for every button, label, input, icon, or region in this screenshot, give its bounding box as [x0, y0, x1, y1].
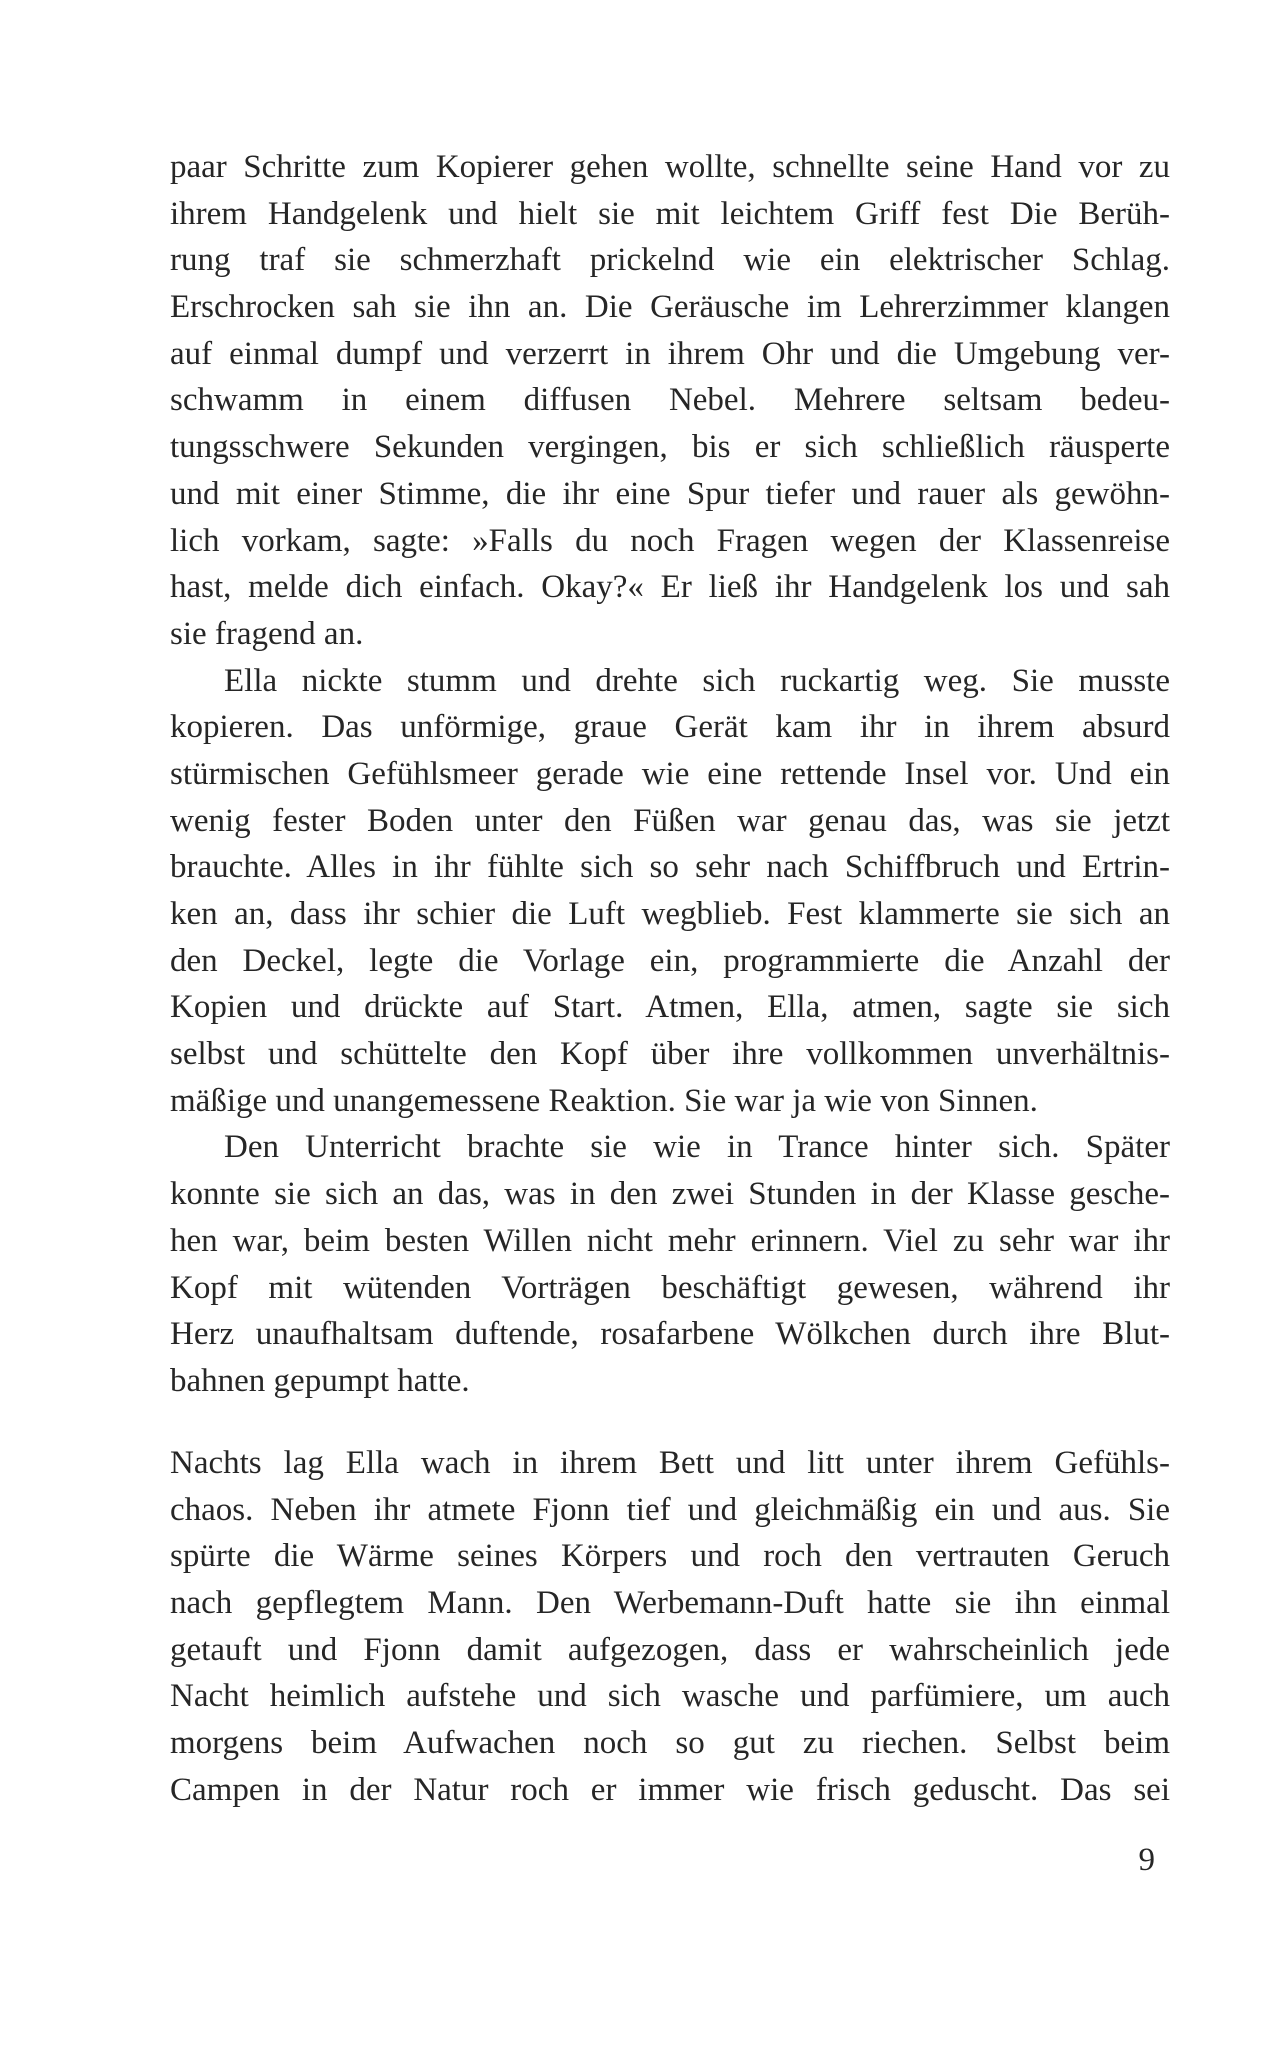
text-line: Den Unterricht brachte sie wie in Trance hinter sich. Später	[224, 1129, 1170, 1166]
text-line: hen war, beim besten Willen nicht mehr erinnern. Viel zu sehr war ihr	[170, 1222, 1170, 1259]
text-line: getauft und Fjonn damit aufgezogen, dass er wahrscheinlich jede	[170, 1631, 1170, 1668]
text-line: Campen in der Natur roch er immer wie frisch geduscht. Das sei	[170, 1771, 1170, 1808]
text-line: Ella nickte stumm und drehte sich ruckartig weg. Sie musste	[224, 662, 1170, 699]
text-line: tungsschwere Sekunden vergingen, bis er sich schließlich räusperte	[170, 429, 1170, 466]
text-line: chaos. Neben ihr atmete Fjonn tief und gleichmäßig ein und aus. Sie	[170, 1491, 1170, 1528]
text-line: konnte sie sich an das, was in den zwei Stunden in der Klasse gesche-	[170, 1176, 1170, 1213]
text-line: Kopien und drückte auf Start. Atmen, Ella, atmen, sagte sie sich	[170, 989, 1170, 1026]
text-line: ken an, dass ihr schier die Luft wegblieb. Fest klammerte sie sich an	[170, 896, 1170, 932]
text-line: stürmischen Gefühlsmeer gerade wie eine rettende Insel vor. Und ein	[170, 755, 1170, 792]
text-line: auf einmal dumpf und verzerrt in ihrem Ohr und die Umgebung ver-	[170, 335, 1170, 372]
section-2-text	[170, 1440, 1170, 1814]
section-1-text	[170, 144, 1170, 1405]
text-line: schwamm in einem diffusen Nebel. Mehrere seltsam bedeu-	[170, 382, 1170, 419]
text-line: bahnen gepumpt hatte.	[170, 1362, 470, 1399]
text-line: sie fragend an.	[170, 615, 364, 652]
text-line: wenig fester Boden unter den Füßen war genau das, was sie jetzt	[170, 802, 1170, 839]
text-line: hast, melde dich einfach. Okay?« Er ließ ihr Handgelenk los und sah	[170, 569, 1170, 606]
page-number: 9	[1138, 1842, 1155, 1878]
text-line: lich vorkam, sagte: »Falls du noch Fragen wegen der Klassenreise	[170, 522, 1170, 559]
text-line: brauchte. Alles in ihr fühlte sich so sehr nach Schiffbruch und Ertrin-	[170, 849, 1170, 886]
text-line: kopieren. Das unförmige, graue Gerät kam ihr in ihrem absurd	[170, 709, 1170, 746]
text-line: rung traf sie schmerzhaft prickelnd wie ein elektrischer Schlag.	[170, 242, 1170, 279]
text-line: morgens beim Aufwachen noch so gut zu riechen. Selbst beim	[170, 1725, 1170, 1762]
text-line: ihrem Handgelenk und hielt sie mit leichtem Griff fest Die Berüh-	[170, 195, 1170, 232]
text-line: und mit einer Stimme, die ihr eine Spur tiefer und rauer als gewöhn-	[170, 475, 1170, 512]
text-line: Nachts lag Ella wach in ihrem Bett und litt unter ihrem Gefühls-	[170, 1445, 1170, 1481]
text-line: spürte die Wärme seines Körpers und roch den vertrauten Geruch	[170, 1538, 1170, 1575]
text-line: nach gepflegtem Mann. Den Werbemann-Duft hatte sie ihn einmal	[170, 1585, 1170, 1622]
text-line: selbst und schüttelte den Kopf über ihre vollkommen unverhältnis-	[170, 1036, 1170, 1073]
text-line: Nacht heimlich aufstehe und sich wasche und parfümiere, um auch	[170, 1678, 1170, 1715]
text-line: mäßige und unangemessene Reaktion. Sie war ja wie von Sinnen.	[170, 1082, 1038, 1119]
text-line: Erschrocken sah sie ihn an. Die Geräusche im Lehrerzimmer klangen	[170, 289, 1170, 326]
text-line: Kopf mit wütenden Vorträgen beschäftigt gewesen, während ihr	[170, 1269, 1170, 1306]
text-line: den Deckel, legte die Vorlage ein, programmierte die Anzahl der	[170, 942, 1170, 979]
text-line: Herz unaufhaltsam duftende, rosafarbene Wölkchen durch ihre Blut-	[170, 1316, 1170, 1353]
text-line: paar Schritte zum Kopierer gehen wollte, schnellte seine Hand vor zu	[170, 149, 1170, 185]
